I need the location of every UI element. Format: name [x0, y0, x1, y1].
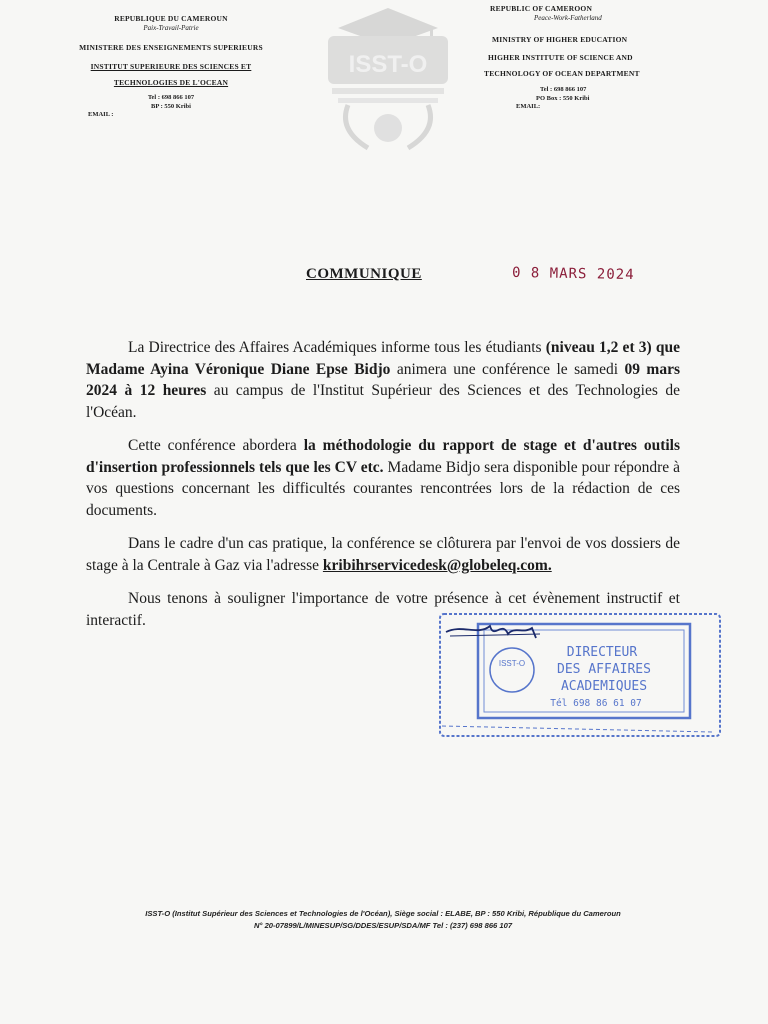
communique-body	[86, 337, 680, 643]
motto-fr: Paix-Travail-Patrie	[143, 24, 199, 33]
date-stamp: 0 8 MARS 2024	[511, 264, 635, 284]
paragraph-2: Cette conférence abordera la méthodologie du rapport de stage et d'autres outils d'insertion professionnels tels que les CV etc. Madame Bidjo sera disponible pour répondre à vos questions concernant les difficultés courantes rencontrées lors de la rédaction de ces documents.	[86, 437, 681, 519]
institute-en-line2: TECHNOLOGY OF OCEAN DEPARTMENT	[484, 68, 640, 78]
header-right	[478, 4, 678, 112]
ministry-en: MINISTRY OF HIGHER EDUCATION	[492, 34, 628, 44]
paragraph-3: Dans le cadre d'un cas pratique, la conférence se clôturera par l'envoi de vos dossiers de stage à la Centrale à Gaz via l'adresse kribihrservicedesk@globeleq.com.	[86, 535, 680, 574]
stamp-line-2: DES AFFAIRES	[557, 662, 651, 677]
stamp-tel: Tél 698 86 61 07	[550, 698, 642, 709]
paragraph-1: La Directrice des Affaires Académiques informe tous les étudiants (niveau 1,2 et 3) que Madame Ayina Véronique Diane Epse Bidjo animera une conférence le samedi 09 mars 2024 à 12 heures au campus de l'Institut Supérieur des Sciences et des Technologies de l'Océan.	[86, 339, 680, 421]
document-title: COMMUNIQUE	[306, 266, 422, 282]
institute-fr-line1: INSTITUT SUPERIEURE DES SCIENCES ET	[90, 61, 252, 71]
email-en: EMAIL:	[516, 103, 541, 111]
official-stamp	[432, 606, 726, 744]
contact-email[interactable]: kribihrservicedesk@globeleq.com.	[322, 556, 552, 574]
email-fr: EMAIL :	[88, 111, 114, 119]
logo-acronym: ISST-O	[348, 51, 428, 78]
institute-fr-line2: TECHNOLOGIES DE L'OCEAN	[113, 77, 229, 87]
stamp-line-1: DIRECTEUR	[566, 645, 638, 660]
country-fr: REPUBLIQUE DU CAMEROUN	[114, 14, 228, 23]
header-left	[60, 14, 282, 120]
po-box-en: PO Box : 550 Kribi	[536, 94, 590, 102]
footer-line-1: ISST-O (Institut Supérieur des Sciences et Technologies de l'Océan), Siège social : ELABE, BP : 550 Kribi, République du Cameroun	[145, 909, 621, 918]
motto-en: Peace-Work-Fatherland	[534, 14, 602, 23]
bp-fr: BP : 550 Kribi	[151, 102, 191, 110]
stamp-line-3: ACADEMIQUES	[560, 679, 648, 694]
footer	[78, 908, 688, 932]
paragraph-4: Nous tenons à souligner l'importance de votre présence à cet évènement instructif et interactif.	[86, 590, 680, 629]
footer-line-2: N° 20-07899/L/MINESUP/SG/DDES/ESUP/SDA/MF Tel : (237) 698 866 107	[253, 921, 513, 930]
institute-logo	[308, 0, 468, 160]
tel-fr: Tel : 698 866 107	[147, 93, 195, 101]
stamp-logo-text: ISST-O	[498, 659, 526, 668]
institute-en-line1: HIGHER INSTITUTE OF SCIENCE AND	[488, 52, 633, 62]
tel-en: Tel : 698 866 107	[540, 85, 587, 93]
ministry-fr: MINISTERE DES ENSEIGNEMENTS SUPERIEURS	[79, 42, 263, 52]
country-en: REPUBLIC OF CAMEROON	[490, 4, 593, 13]
